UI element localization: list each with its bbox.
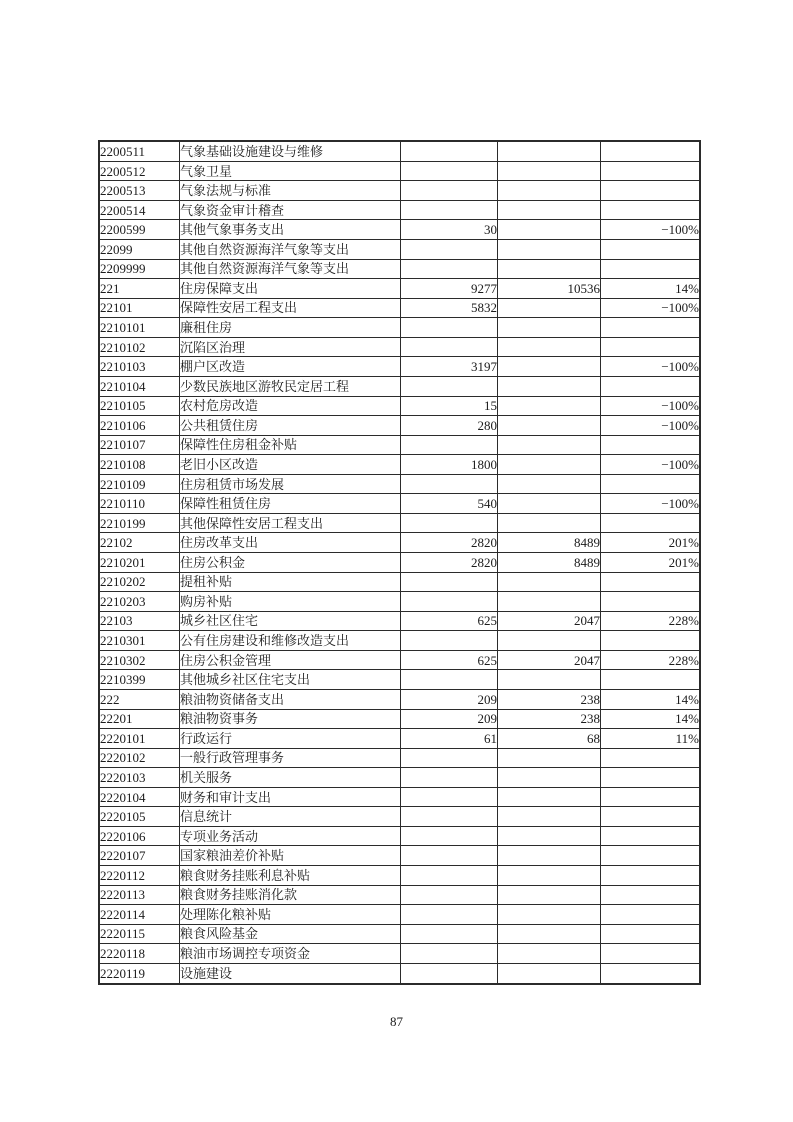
budget-table <box>98 140 701 985</box>
value1-cell: 2820 <box>401 533 498 553</box>
code-cell: 2210108 <box>99 455 180 475</box>
code-cell: 2210199 <box>99 513 180 533</box>
code-cell: 2220119 <box>99 963 180 984</box>
percent-change-cell: 14% <box>601 709 701 729</box>
table-row <box>99 318 700 338</box>
table-row <box>99 670 700 690</box>
value2-cell: 8489 <box>498 553 601 573</box>
percent-change-cell <box>601 200 701 220</box>
value1-cell: 280 <box>401 416 498 436</box>
item-name-cell: 住房租赁市场发展 <box>180 474 401 494</box>
value2-cell <box>498 376 601 396</box>
percent-change-cell <box>601 963 701 984</box>
percent-change-cell <box>601 787 701 807</box>
code-cell: 2210110 <box>99 494 180 514</box>
value2-cell <box>498 924 601 944</box>
code-cell: 2210103 <box>99 357 180 377</box>
table-row <box>99 357 700 377</box>
value2-cell <box>498 494 601 514</box>
percent-change-cell <box>601 181 701 201</box>
item-name-cell: 粮油物资事务 <box>180 709 401 729</box>
value1-cell <box>401 474 498 494</box>
value1-cell <box>401 807 498 827</box>
percent-change-cell: −100% <box>601 416 701 436</box>
table-row <box>99 748 700 768</box>
item-name-cell: 专项业务活动 <box>180 826 401 846</box>
item-name-cell: 保障性租赁住房 <box>180 494 401 514</box>
value1-cell: 209 <box>401 709 498 729</box>
value1-cell: 209 <box>401 689 498 709</box>
item-name-cell: 保障性住房租金补贴 <box>180 435 401 455</box>
table-row <box>99 592 700 612</box>
item-name-cell: 财务和审计支出 <box>180 787 401 807</box>
table-row <box>99 240 700 260</box>
code-cell: 2210101 <box>99 318 180 338</box>
table-row <box>99 396 700 416</box>
value1-cell: 2820 <box>401 553 498 573</box>
value1-cell <box>401 963 498 984</box>
value2-cell <box>498 161 601 181</box>
item-name-cell: 廉租住房 <box>180 318 401 338</box>
value1-cell <box>401 846 498 866</box>
table-row <box>99 181 700 201</box>
table-row <box>99 787 700 807</box>
code-cell: 2210107 <box>99 435 180 455</box>
value1-cell: 3197 <box>401 357 498 377</box>
value2-cell <box>498 826 601 846</box>
code-cell: 2209999 <box>99 259 180 279</box>
item-name-cell: 其他气象事务支出 <box>180 220 401 240</box>
value1-cell: 1800 <box>401 455 498 475</box>
code-cell: 2220103 <box>99 768 180 788</box>
percent-change-cell: −100% <box>601 494 701 514</box>
item-name-cell: 住房公积金 <box>180 553 401 573</box>
percent-change-cell <box>601 826 701 846</box>
value2-cell <box>498 866 601 886</box>
table-row <box>99 474 700 494</box>
table-row <box>99 435 700 455</box>
item-name-cell: 公有住房建设和维修改造支出 <box>180 631 401 651</box>
item-name-cell: 农村危房改造 <box>180 396 401 416</box>
value2-cell <box>498 670 601 690</box>
value1-cell <box>401 337 498 357</box>
value1-cell <box>401 944 498 964</box>
value1-cell <box>401 905 498 925</box>
value2-cell: 2047 <box>498 650 601 670</box>
value2-cell: 8489 <box>498 533 601 553</box>
value2-cell <box>498 905 601 925</box>
item-name-cell: 沉陷区治理 <box>180 337 401 357</box>
code-cell: 2200513 <box>99 181 180 201</box>
percent-change-cell: 228% <box>601 611 701 631</box>
code-cell: 2210301 <box>99 631 180 651</box>
item-name-cell: 气象资金审计稽查 <box>180 200 401 220</box>
table-row <box>99 494 700 514</box>
value1-cell: 9277 <box>401 279 498 299</box>
percent-change-cell <box>601 866 701 886</box>
table-row <box>99 807 700 827</box>
value1-cell: 5832 <box>401 298 498 318</box>
value2-cell <box>498 416 601 436</box>
item-name-cell: 气象基础设施建设与维修 <box>180 141 401 161</box>
table-row <box>99 141 700 161</box>
value1-cell <box>401 318 498 338</box>
value1-cell <box>401 259 498 279</box>
item-name-cell: 粮食风险基金 <box>180 924 401 944</box>
percent-change-cell: 11% <box>601 729 701 749</box>
percent-change-cell <box>601 924 701 944</box>
item-name-cell: 行政运行 <box>180 729 401 749</box>
value1-cell: 30 <box>401 220 498 240</box>
value2-cell <box>498 357 601 377</box>
budget-table-container <box>98 140 701 985</box>
value2-cell: 10536 <box>498 279 601 299</box>
value1-cell <box>401 826 498 846</box>
table-row <box>99 944 700 964</box>
code-cell: 2220113 <box>99 885 180 905</box>
percent-change-cell <box>601 161 701 181</box>
item-name-cell: 棚户区改造 <box>180 357 401 377</box>
code-cell: 221 <box>99 279 180 299</box>
value1-cell <box>401 670 498 690</box>
percent-change-cell <box>601 259 701 279</box>
table-row <box>99 826 700 846</box>
code-cell: 2220112 <box>99 866 180 886</box>
item-name-cell: 其他保障性安居工程支出 <box>180 513 401 533</box>
value2-cell <box>498 396 601 416</box>
percent-change-cell: −100% <box>601 455 701 475</box>
table-row <box>99 337 700 357</box>
item-name-cell: 信息统计 <box>180 807 401 827</box>
value2-cell <box>498 474 601 494</box>
code-cell: 2210106 <box>99 416 180 436</box>
percent-change-cell: 201% <box>601 533 701 553</box>
value2-cell <box>498 337 601 357</box>
value2-cell <box>498 807 601 827</box>
code-cell: 22099 <box>99 240 180 260</box>
item-name-cell: 老旧小区改造 <box>180 455 401 475</box>
item-name-cell: 城乡社区住宅 <box>180 611 401 631</box>
code-cell: 2220107 <box>99 846 180 866</box>
code-cell: 2220104 <box>99 787 180 807</box>
percent-change-cell: −100% <box>601 357 701 377</box>
value1-cell <box>401 435 498 455</box>
table-row <box>99 416 700 436</box>
item-name-cell: 设施建设 <box>180 963 401 984</box>
item-name-cell: 住房保障支出 <box>180 279 401 299</box>
code-cell: 2210203 <box>99 592 180 612</box>
value2-cell <box>498 787 601 807</box>
item-name-cell: 其他城乡社区住宅支出 <box>180 670 401 690</box>
value1-cell <box>401 924 498 944</box>
item-name-cell: 处理陈化粮补贴 <box>180 905 401 925</box>
table-row <box>99 729 700 749</box>
item-name-cell: 气象法规与标准 <box>180 181 401 201</box>
value1-cell: 625 <box>401 611 498 631</box>
percent-change-cell <box>601 631 701 651</box>
code-cell: 22101 <box>99 298 180 318</box>
value1-cell <box>401 592 498 612</box>
item-name-cell: 机关服务 <box>180 768 401 788</box>
percent-change-cell: −100% <box>601 220 701 240</box>
code-cell: 22201 <box>99 709 180 729</box>
item-name-cell: 粮食财务挂账消化款 <box>180 885 401 905</box>
value2-cell <box>498 513 601 533</box>
budget-table-body <box>99 141 700 984</box>
percent-change-cell: −100% <box>601 298 701 318</box>
code-cell: 2220115 <box>99 924 180 944</box>
code-cell: 2200511 <box>99 141 180 161</box>
item-name-cell: 提租补贴 <box>180 572 401 592</box>
value1-cell <box>401 572 498 592</box>
table-row <box>99 768 700 788</box>
value1-cell <box>401 885 498 905</box>
code-cell: 2220114 <box>99 905 180 925</box>
value1-cell: 625 <box>401 650 498 670</box>
value2-cell <box>498 885 601 905</box>
item-name-cell: 少数民族地区游牧民定居工程 <box>180 376 401 396</box>
percent-change-cell <box>601 748 701 768</box>
code-cell: 2220102 <box>99 748 180 768</box>
value2-cell <box>498 455 601 475</box>
table-row <box>99 650 700 670</box>
percent-change-cell <box>601 572 701 592</box>
percent-change-cell <box>601 885 701 905</box>
percent-change-cell <box>601 905 701 925</box>
value2-cell <box>498 846 601 866</box>
value1-cell <box>401 748 498 768</box>
value2-cell <box>498 768 601 788</box>
percent-change-cell <box>601 944 701 964</box>
table-row <box>99 689 700 709</box>
percent-change-cell <box>601 141 701 161</box>
item-name-cell: 气象卫星 <box>180 161 401 181</box>
code-cell: 2210105 <box>99 396 180 416</box>
value2-cell <box>498 240 601 260</box>
item-name-cell: 公共租赁住房 <box>180 416 401 436</box>
value1-cell <box>401 141 498 161</box>
percent-change-cell <box>601 435 701 455</box>
percent-change-cell <box>601 846 701 866</box>
table-row <box>99 161 700 181</box>
code-cell: 2200512 <box>99 161 180 181</box>
table-row <box>99 455 700 475</box>
percent-change-cell <box>601 670 701 690</box>
value1-cell <box>401 787 498 807</box>
item-name-cell: 保障性安居工程支出 <box>180 298 401 318</box>
code-cell: 2210399 <box>99 670 180 690</box>
value2-cell <box>498 220 601 240</box>
table-row <box>99 905 700 925</box>
table-row <box>99 200 700 220</box>
value2-cell: 2047 <box>498 611 601 631</box>
value1-cell <box>401 866 498 886</box>
value1-cell: 15 <box>401 396 498 416</box>
value1-cell: 61 <box>401 729 498 749</box>
item-name-cell: 粮油市场调控专项资金 <box>180 944 401 964</box>
percent-change-cell <box>601 376 701 396</box>
value1-cell <box>401 376 498 396</box>
item-name-cell: 其他自然资源海洋气象等支出 <box>180 259 401 279</box>
percent-change-cell: 14% <box>601 689 701 709</box>
code-cell: 2210109 <box>99 474 180 494</box>
code-cell: 2210201 <box>99 553 180 573</box>
item-name-cell: 一般行政管理事务 <box>180 748 401 768</box>
table-row <box>99 279 700 299</box>
percent-change-cell <box>601 768 701 788</box>
table-row <box>99 376 700 396</box>
page-number: 87 <box>390 1014 403 1029</box>
code-cell: 2200514 <box>99 200 180 220</box>
item-name-cell: 购房补贴 <box>180 592 401 612</box>
percent-change-cell <box>601 592 701 612</box>
code-cell: 2210102 <box>99 337 180 357</box>
value2-cell <box>498 181 601 201</box>
value2-cell: 238 <box>498 689 601 709</box>
value2-cell <box>498 435 601 455</box>
item-name-cell: 其他自然资源海洋气象等支出 <box>180 240 401 260</box>
percent-change-cell <box>601 807 701 827</box>
value2-cell <box>498 298 601 318</box>
percent-change-cell <box>601 318 701 338</box>
table-row <box>99 572 700 592</box>
percent-change-cell <box>601 474 701 494</box>
value2-cell <box>498 631 601 651</box>
table-row <box>99 298 700 318</box>
value2-cell <box>498 200 601 220</box>
table-row <box>99 709 700 729</box>
value2-cell <box>498 259 601 279</box>
value2-cell <box>498 592 601 612</box>
code-cell: 222 <box>99 689 180 709</box>
value2-cell <box>498 572 601 592</box>
code-cell: 2220101 <box>99 729 180 749</box>
percent-change-cell <box>601 337 701 357</box>
value2-cell <box>498 748 601 768</box>
value1-cell <box>401 181 498 201</box>
table-row <box>99 553 700 573</box>
table-row <box>99 220 700 240</box>
value1-cell <box>401 240 498 260</box>
table-row <box>99 611 700 631</box>
table-row <box>99 924 700 944</box>
percent-change-cell: 201% <box>601 553 701 573</box>
percent-change-cell <box>601 513 701 533</box>
value1-cell: 540 <box>401 494 498 514</box>
code-cell: 2220118 <box>99 944 180 964</box>
percent-change-cell: −100% <box>601 396 701 416</box>
value2-cell: 238 <box>498 709 601 729</box>
table-row <box>99 259 700 279</box>
value2-cell <box>498 141 601 161</box>
code-cell: 22103 <box>99 611 180 631</box>
table-row <box>99 846 700 866</box>
item-name-cell: 粮油物资储备支出 <box>180 689 401 709</box>
value2-cell: 68 <box>498 729 601 749</box>
table-row <box>99 885 700 905</box>
value1-cell <box>401 631 498 651</box>
value1-cell <box>401 768 498 788</box>
item-name-cell: 住房改革支出 <box>180 533 401 553</box>
code-cell: 2210302 <box>99 650 180 670</box>
code-cell: 2210104 <box>99 376 180 396</box>
item-name-cell: 国家粮油差价补贴 <box>180 846 401 866</box>
table-row <box>99 533 700 553</box>
item-name-cell: 住房公积金管理 <box>180 650 401 670</box>
value1-cell <box>401 200 498 220</box>
item-name-cell: 粮食财务挂账利息补贴 <box>180 866 401 886</box>
code-cell: 2200599 <box>99 220 180 240</box>
value1-cell <box>401 513 498 533</box>
table-row <box>99 631 700 651</box>
code-cell: 2220106 <box>99 826 180 846</box>
value2-cell <box>498 944 601 964</box>
table-row <box>99 963 700 984</box>
value2-cell <box>498 963 601 984</box>
code-cell: 2220105 <box>99 807 180 827</box>
table-row <box>99 513 700 533</box>
percent-change-cell <box>601 240 701 260</box>
value1-cell <box>401 161 498 181</box>
table-row <box>99 866 700 886</box>
code-cell: 22102 <box>99 533 180 553</box>
code-cell: 2210202 <box>99 572 180 592</box>
percent-change-cell: 228% <box>601 650 701 670</box>
value2-cell <box>498 318 601 338</box>
percent-change-cell: 14% <box>601 279 701 299</box>
